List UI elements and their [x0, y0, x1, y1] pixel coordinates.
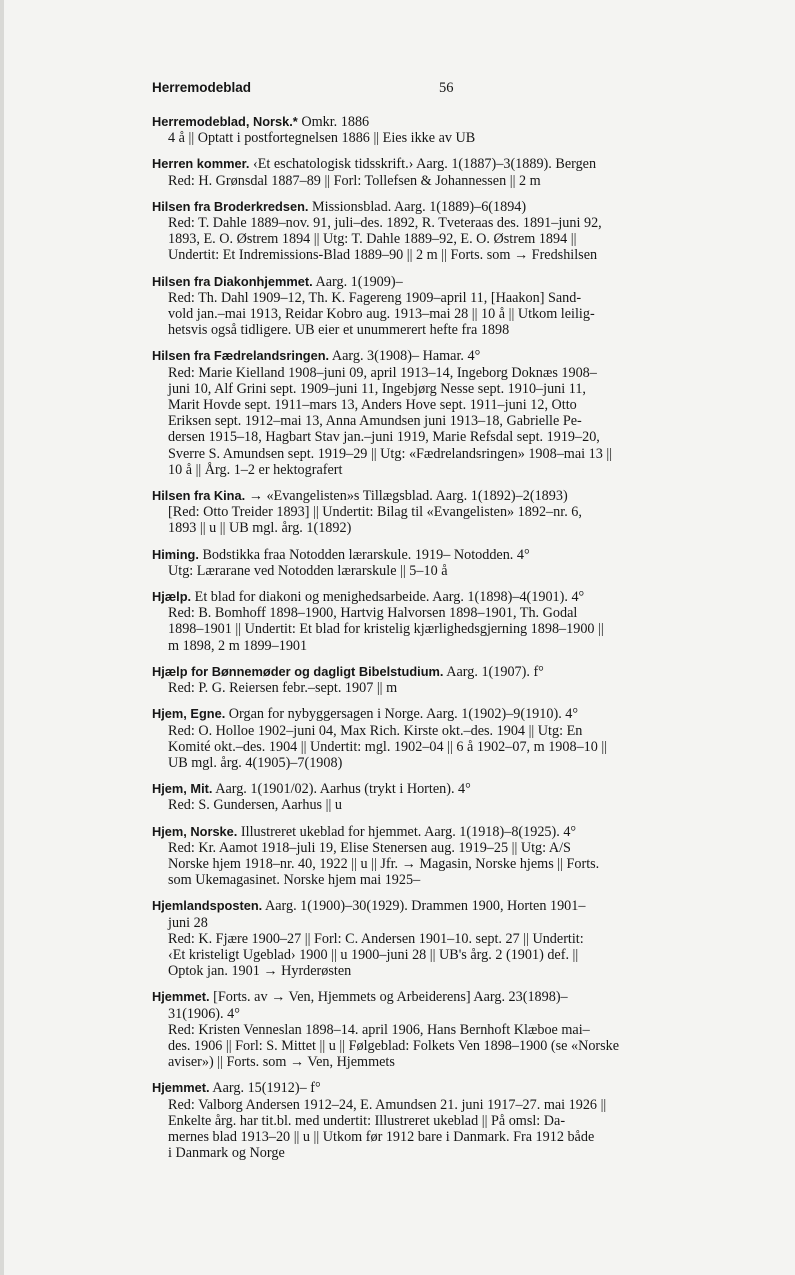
entry-first-line — [152, 989, 752, 1005]
entry-headword: Hjemlandsposten. — [152, 898, 263, 914]
entry-first-line — [152, 547, 752, 563]
entry-text: Norske hjem 1918–nr. 40, 1922 || u || Jfr. → Magasin, Norske hjems || Forts. — [168, 855, 600, 872]
scan-edge — [0, 0, 4, 1275]
entry-first-line — [152, 1080, 752, 1096]
entry-text: Et blad for diakoni og menighedsarbeide. Aarg. 1(1898)–4(1901). 4° — [191, 589, 585, 606]
entry-text: Red: Marie Kielland 1908–juni 09, april 1913–14, Ingeborg Doknæs 1908– — [168, 364, 597, 381]
entry-headword: Hjem, Egne. — [152, 706, 226, 722]
entry-line — [152, 504, 752, 520]
entry-line — [152, 130, 752, 146]
entry-text: Red: S. Gundersen, Aarhus || u — [168, 797, 342, 814]
entry-text: Aarg. 3(1908)– Hamar. 4° — [329, 348, 481, 365]
entry-text: Utg: Lærarane ved Notodden lærarskule || 5–10 å — [168, 562, 448, 579]
entry-text: dersen 1915–18, Hagbart Stav jan.–juni 1919, Marie Refsdal sept. 1919–20, — [168, 429, 600, 446]
catalog-entry — [152, 156, 752, 188]
entry-text: Bodstikka fraa Notodden lærarskule. 1919– Notodden. 4° — [198, 546, 530, 563]
entry-text: 1898–1901 || Undertit: Et blad for kristelig kjærlighedsgjerning 1898–1900 || — [168, 621, 604, 638]
entry-line — [152, 563, 752, 579]
entry-headword: Himing. — [152, 546, 199, 562]
entry-line — [152, 1113, 752, 1129]
entry-line — [152, 755, 752, 771]
entry-text: Marit Hovde sept. 1911–mars 13, Anders Hove sept. 1911–juni 12, Otto — [168, 397, 577, 414]
entry-line — [152, 365, 752, 381]
entry-text: → «Evangelisten»s Tillægsblad. Aarg. 1(1892)–2(1893) — [245, 488, 568, 505]
catalog-entry — [152, 824, 752, 889]
entry-text: Undertit: Et Indremissions-Blad 1889–90 || 2 m || Forts. som → Fredshilsen — [168, 247, 598, 264]
entry-text: [Forts. av → Ven, Hjemmets og Arbeiderens] Aarg. 23(1898)– — [209, 989, 568, 1006]
entry-first-line — [152, 824, 752, 840]
entry-text: Red: H. Grønsdal 1887–89 || Forl: Tollefsen & Johannessen || 2 m — [168, 172, 541, 189]
entry-line — [152, 413, 752, 429]
entry-first-line — [152, 156, 752, 172]
running-title: Herremodeblad — [152, 80, 252, 95]
entry-line — [152, 1054, 752, 1070]
entry-text: juni 28 — [168, 914, 208, 931]
catalog-entry — [152, 706, 752, 771]
entry-line — [152, 605, 752, 621]
entry-line — [152, 381, 752, 397]
entry-first-line — [152, 898, 752, 914]
entry-text: Komité okt.–des. 1904 || Undertit: mgl. 1902–04 || 6 å 1902–07, m 1908–10 || — [168, 738, 608, 755]
entry-line — [152, 1038, 752, 1054]
entry-text: 31(1906). 4° — [168, 1005, 240, 1022]
entry-first-line — [152, 488, 752, 504]
entry-line — [152, 247, 752, 263]
entry-text: 4 å || Optatt i postfortegnelsen 1886 || Eies ikke av UB — [168, 130, 476, 147]
entry-line — [152, 446, 752, 462]
entry-text: m 1898, 2 m 1899–1901 — [168, 637, 308, 654]
page-number: 56 — [439, 80, 454, 96]
entry-line — [152, 931, 752, 947]
page-header — [152, 80, 752, 102]
entry-line — [152, 173, 752, 189]
catalog-entry — [152, 547, 752, 579]
entry-first-line — [152, 199, 752, 215]
entry-line — [152, 963, 752, 979]
catalog-entry — [152, 488, 752, 537]
entry-text: Red: O. Holloe 1902–juni 04, Max Rich. Kirste okt.–des. 1904 || Utg: En — [168, 722, 583, 739]
entry-text: Optok jan. 1901 → Hyrderøsten — [168, 963, 352, 980]
entry-line — [152, 1022, 752, 1038]
entry-line — [152, 723, 752, 739]
entry-text: [Red: Otto Treider 1893] || Undertit: Bilag til «Evangelisten» 1892–nr. 6, — [168, 504, 582, 521]
entry-line — [152, 739, 752, 755]
entry-text: Organ for nybyggersagen i Norge. Aarg. 1(1902)–9(1910). 4° — [225, 706, 579, 723]
entry-text: Eriksen sept. 1912–mai 13, Anna Amundsen juni 1913–18, Gabrielle Pe- — [168, 413, 582, 430]
catalog-entry — [152, 664, 752, 696]
catalog-entry — [152, 1080, 752, 1161]
entry-first-line — [152, 664, 752, 680]
entry-headword: Herren kommer. — [152, 156, 250, 172]
entry-text: 10 å || Årg. 1–2 er hektografert — [168, 461, 343, 478]
catalog-entry — [152, 348, 752, 478]
entry-text: som Ukemagasinet. Norske hjem mai 1925– — [168, 872, 421, 889]
entry-line — [152, 1006, 752, 1022]
catalog-entry — [152, 114, 752, 146]
entry-text: Missionsblad. Aarg. 1(1889)–6(1894) — [308, 198, 527, 215]
entry-line — [152, 397, 752, 413]
entry-headword: Hjemmet. — [152, 1080, 210, 1096]
entry-text: 1893 || u || UB mgl. årg. 1(1892) — [168, 520, 352, 537]
entry-text: aviser») || Forts. som → Ven, Hjemmets — [168, 1054, 395, 1071]
entry-text: Red: Th. Dahl 1909–12, Th. K. Fagereng 1909–april 11, [Haakon] Sand- — [168, 289, 582, 306]
entry-text: Aarg. 1(1907). f° — [443, 663, 544, 680]
entry-headword: Hilsen fra Kina. — [152, 488, 246, 504]
entry-text: Enkelte årg. har tit.bl. med undertit: Illustreret ukeblad || På omsl: Da- — [168, 1112, 566, 1129]
entry-first-line — [152, 781, 752, 797]
entry-line — [152, 1097, 752, 1113]
entry-headword: Herremodeblad, Norsk.* — [152, 114, 298, 129]
catalog-entry — [152, 199, 752, 264]
entry-text: Red: P. G. Reiersen febr.–sept. 1907 || m — [168, 680, 398, 697]
entry-text: Omkr. 1886 — [297, 114, 370, 130]
entry-line — [152, 1145, 752, 1161]
entry-text: Aarg. 1(1901/02). Aarhus (trykt i Horten). 4° — [212, 781, 471, 798]
entry-text: Illustreret ukeblad for hjemmet. Aarg. 1(1918)–8(1925). 4° — [237, 823, 577, 840]
entry-text: Aarg. 15(1912)– f° — [209, 1080, 321, 1097]
entry-first-line — [152, 274, 752, 290]
catalog-entry — [152, 781, 752, 813]
entry-text: Red: Valborg Andersen 1912–24, E. Amundsen 21. juni 1917–27. mai 1926 || — [168, 1096, 607, 1113]
entry-headword: Hjem, Mit. — [152, 781, 213, 797]
entry-text: Red: T. Dahle 1889–nov. 91, juli–des. 1892, R. Tveteraas des. 1891–juni 92, — [168, 215, 602, 232]
entry-text: i Danmark og Norge — [168, 1145, 285, 1162]
entry-line — [152, 520, 752, 536]
entry-headword: Hilsen fra Diakonhjemmet. — [152, 273, 313, 289]
catalog-entry — [152, 274, 752, 339]
catalog-entry — [152, 898, 752, 979]
entry-text: ‹Et eschatologisk tidsskrift.› Aarg. 1(1887)–3(1889). Bergen — [249, 156, 597, 173]
entry-line — [152, 290, 752, 306]
entry-line — [152, 915, 752, 931]
entry-line — [152, 306, 752, 322]
entry-text: Sverre S. Amundsen sept. 1919–29 || Utg: «Fædrelandsringen» 1908–mai 13 || — [168, 445, 613, 462]
entry-text: 1893, E. O. Østrem 1894 || Utg: T. Dahle 1889–92, E. O. Østrem 1894 || — [168, 231, 577, 248]
entry-headword: Hjemmet. — [152, 989, 210, 1005]
entry-line — [152, 872, 752, 888]
entry-text: Red: B. Bomhoff 1898–1900, Hartvig Halvorsen 1898–1901, Th. Godal — [168, 605, 578, 622]
entry-headword: Hjem, Norske. — [152, 823, 238, 839]
entry-line — [152, 840, 752, 856]
entry-line — [152, 856, 752, 872]
entry-line — [152, 621, 752, 637]
entry-line — [152, 638, 752, 654]
entry-line — [152, 680, 752, 696]
entry-headword: Hjælp for Bønnemøder og dagligt Bibelstudium. — [152, 663, 444, 679]
entry-line — [152, 215, 752, 231]
entry-first-line — [152, 706, 752, 722]
entry-line — [152, 231, 752, 247]
entry-line — [152, 429, 752, 445]
entry-line — [152, 947, 752, 963]
entry-line — [152, 1129, 752, 1145]
entry-line — [152, 797, 752, 813]
entry-text: hetsvis også tidligere. UB eier et unummerert hefte fra 1898 — [168, 322, 510, 339]
entry-text: Red: Kristen Venneslan 1898–14. april 1906, Hans Bernhoft Klæboe mai– — [168, 1021, 590, 1038]
entry-headword: Hilsen fra Broderkredsen. — [152, 198, 309, 214]
entry-text: mernes blad 1913–20 || u || Utkom før 1912 bare i Danmark. Fra 1912 både — [168, 1128, 595, 1145]
entry-line — [152, 322, 752, 338]
entry-first-line — [152, 348, 752, 364]
entry-text: des. 1906 || Forl: S. Mittet || u || Følgeblad: Folkets Ven 1898–1900 (se «Norske — [168, 1037, 620, 1054]
entry-text: UB mgl. årg. 4(1905)–7(1908) — [168, 754, 343, 771]
entry-text: juni 10, Alf Grini sept. 1909–juni 11, Ingebjørg Nesse sept. 1910–juni 11, — [168, 380, 586, 397]
entry-first-line — [152, 589, 752, 605]
entry-text: Aarg. 1(1900)–30(1929). Drammen 1900, Horten 1901– — [262, 898, 586, 915]
entry-headword: Hilsen fra Fædrelandsringen. — [152, 348, 330, 364]
entry-headword: Hjælp. — [152, 589, 192, 605]
entry-text: Red: Kr. Aamot 1918–juli 19, Elise Stenersen aug. 1919–25 || Utg: A/S — [168, 839, 571, 856]
entry-text: vold jan.–mai 1913, Reidar Kobro aug. 1913–mai 28 || 10 å || Utkom leilig- — [168, 306, 595, 323]
catalog-entries — [152, 114, 752, 1161]
entry-line — [152, 462, 752, 478]
entry-text: ‹Et kristeligt Ugeblad› 1900 || u 1900–juni 28 || UB's årg. 2 (1901) def. || — [168, 946, 579, 963]
entry-first-line — [152, 114, 752, 130]
catalog-entry — [152, 589, 752, 654]
catalog-entry — [152, 989, 752, 1070]
entry-text: Aarg. 1(1909)– — [312, 273, 403, 290]
entry-text: Red: K. Fjære 1900–27 || Forl: C. Andersen 1901–10. sept. 27 || Undertit: — [168, 930, 584, 947]
